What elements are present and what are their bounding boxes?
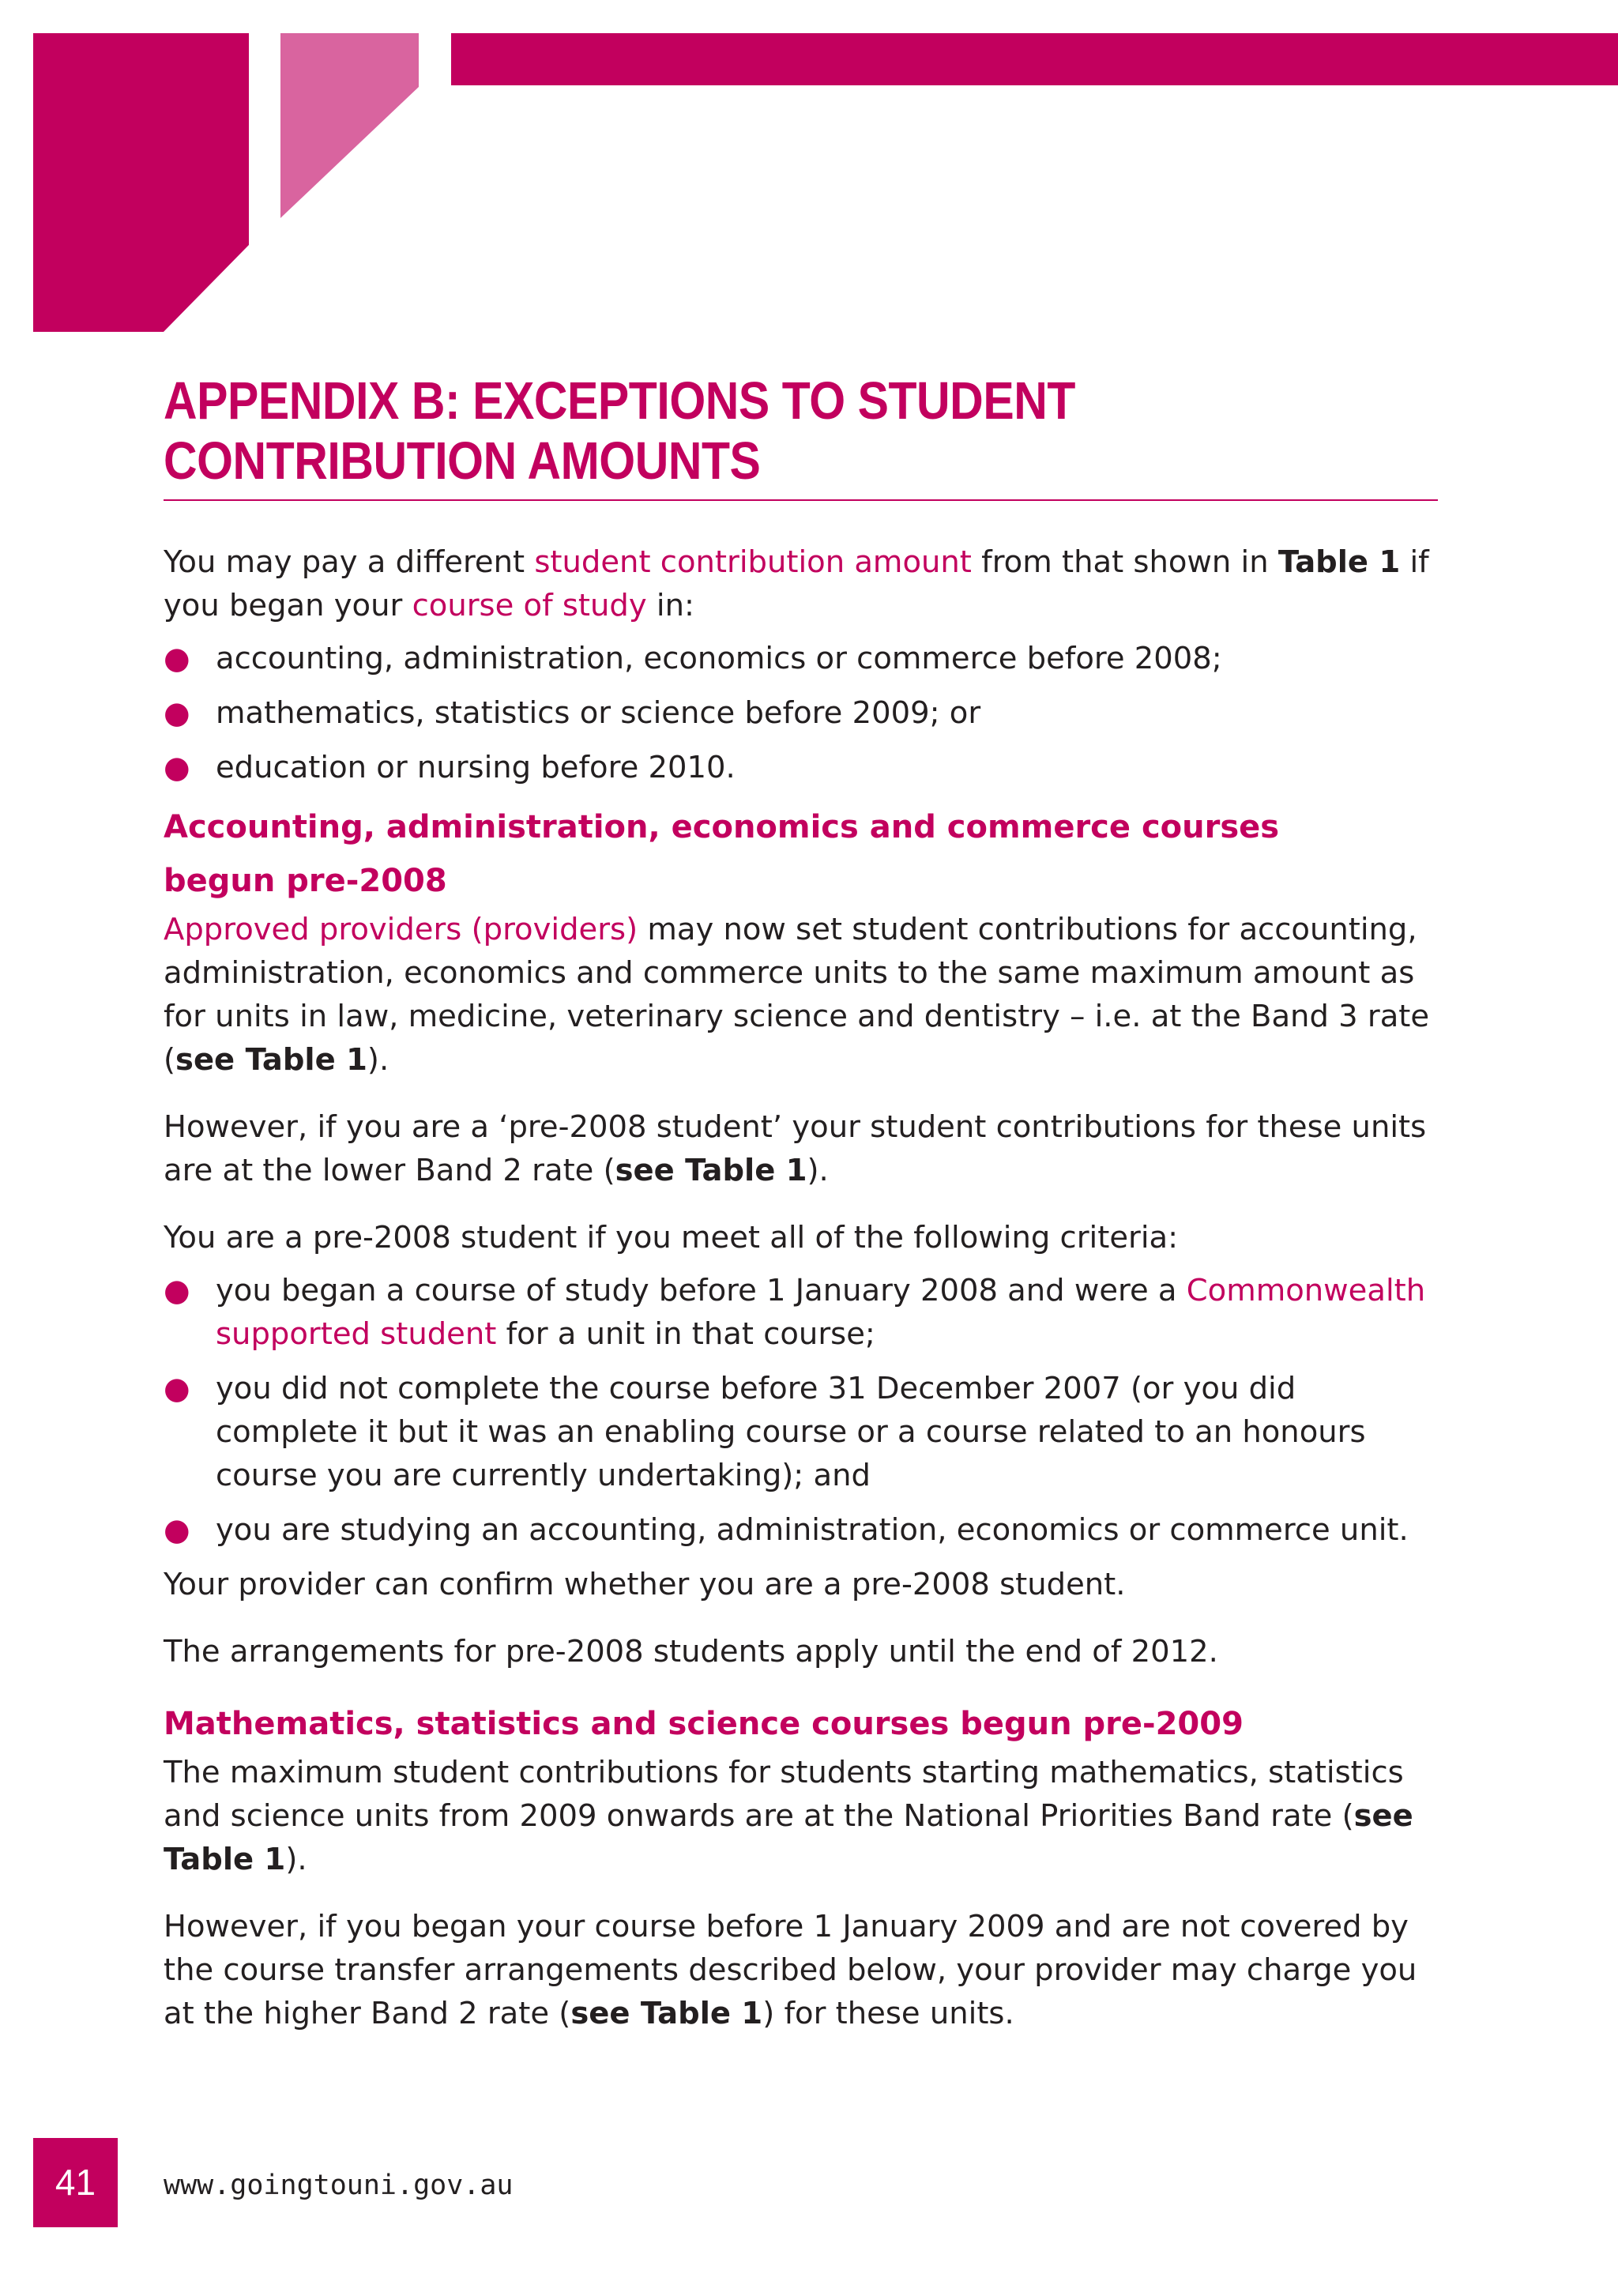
list-item: ● accounting, administration, economics or commerce before 2008; [164,637,1443,680]
section1-paragraph-3: You are a pre-2008 student if you meet all of the following criteria: [164,1220,1179,1255]
list-item: ● you did not complete the course before 31 December 2007 (or you did complete it but it was an enabling course or a course related to an honours course you are currently undertaking); and [164,1367,1443,1497]
header-decoration [0,0,1618,340]
intro-paragraph: You may pay a different student contribution amount from that shown in Table 1 if you began your course of study in: [164,544,1429,623]
section-heading-mathematics: Mathematics, statistics and science courses begun pre-2009 [164,1706,1244,1742]
bullet-icon: ● [164,1273,190,1308]
page-title [164,371,1290,491]
bullet-icon: ● [164,1371,190,1406]
list-item: ● education or nursing before 2010. [164,746,1443,789]
footer-url-link[interactable]: www.goingtouni.gov.au [164,2170,514,2201]
bullet-icon: ● [164,695,190,731]
header-block-light [280,33,419,218]
section2-paragraph-1: The maximum student contributions for students starting mathematics, statistics and science units from 2009 onwards are at the National Priorities Band rate (see Table 1). [164,1755,1413,1877]
section1-paragraph-4: Your provider can confirm whether you are a pre-2008 student. [164,1567,1126,1602]
title-line-2: CONTRIBUTION AMOUNTS [164,431,761,491]
criteria-bullet-list [164,1269,1443,1552]
page-number-badge: 41 [33,2138,118,2227]
title-divider [164,499,1438,501]
bullet-icon: ● [164,1512,190,1548]
header-block-large [33,33,249,332]
link-course-of-study[interactable]: course of study [412,588,647,623]
section1-paragraph-1: Approved providers (providers) may now set student contributions for accounting, administration, economics and commerce units to the same maximum amount as for units in law, medicine, veterinary science and dentistry – i.e. at the Band 3 rate (see Table 1). [164,912,1430,1078]
list-item: ● you are studying an accounting, administration, economics or commerce unit. [164,1508,1443,1552]
section-heading-accounting: Accounting, administration, economics and commerce courses begun pre-2008 [164,809,1280,899]
bullet-icon: ● [164,641,190,676]
list-item: ● mathematics, statistics or science before 2009; or [164,691,1443,735]
link-approved-providers[interactable]: Approved providers (providers) [164,912,638,947]
link-commonwealth-supported-student[interactable]: Commonwealth supported student [216,1273,1426,1352]
section1-paragraph-2: However, if you are a ‘pre-2008 student’ your student contributions for these units are at the lower Band 2 rate (see Table 1). [164,1109,1427,1188]
page-content [164,371,1443,2059]
bullet-icon: ● [164,750,190,785]
title-line-1: APPENDIX B: EXCEPTIONS TO STUDENT [164,371,1075,431]
section1-paragraph-5: The arrangements for pre-2008 students apply until the end of 2012. [164,1634,1218,1669]
link-student-contribution-amount[interactable]: student contribution amount [534,544,972,580]
section2-paragraph-2: However, if you began your course before 1 January 2009 and are not covered by the course transfer arrangements described below, your provider may charge you at the higher Band 2 rate (see Table 1) for these units. [164,1909,1417,2031]
list-item: ● you began a course of study before 1 January 2008 and were a Commonwealth supported student for a unit in that course; [164,1269,1443,1356]
intro-bullet-list [164,637,1443,789]
header-bar [451,33,1618,85]
